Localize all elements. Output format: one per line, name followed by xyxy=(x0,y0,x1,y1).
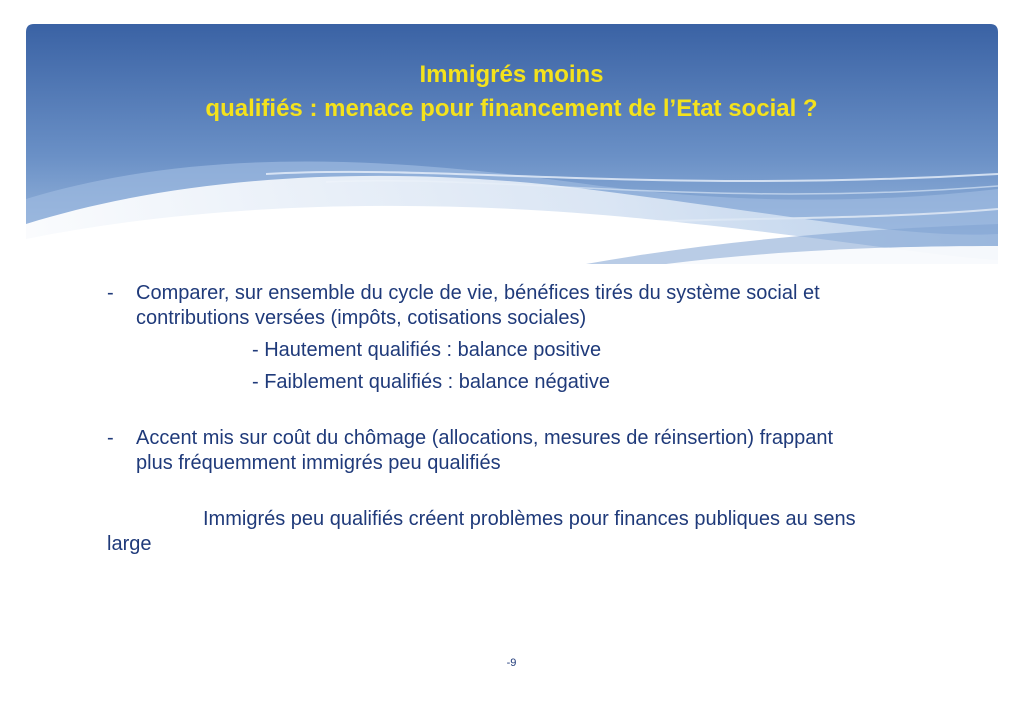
slide-body xyxy=(107,281,867,577)
title-line-2: qualifiés : menace pour financement de l’Etat social ? xyxy=(205,95,818,123)
sub-item-low-qualified: - Faiblement qualifiés : balance négative xyxy=(252,371,610,393)
bullet-text: Accent mis sur coût du chômage (allocations, mesures de réinsertion) frappant plus fréquemment immigrés peu qualifiés xyxy=(136,427,834,474)
title-line-1: Immigrés moins xyxy=(419,61,604,88)
sub-item-high-qualified: - Hautement qualifiés : balance positive xyxy=(252,339,602,361)
bullet-item xyxy=(107,281,867,331)
bullet-marker: - xyxy=(107,282,114,304)
bullet-text: Comparer, sur ensemble du cycle de vie, bénéfices tirés du système social et contributions versées (impôts, cotisations sociales) xyxy=(136,282,820,329)
page-number: -9 xyxy=(506,657,517,669)
conclusion-text: Immigrés peu qualifiés créent problèmes pour finances publiques au sens large xyxy=(107,508,856,555)
slide-title xyxy=(0,58,1023,127)
bullet-marker: - xyxy=(107,427,114,449)
bullet-item xyxy=(107,426,867,476)
